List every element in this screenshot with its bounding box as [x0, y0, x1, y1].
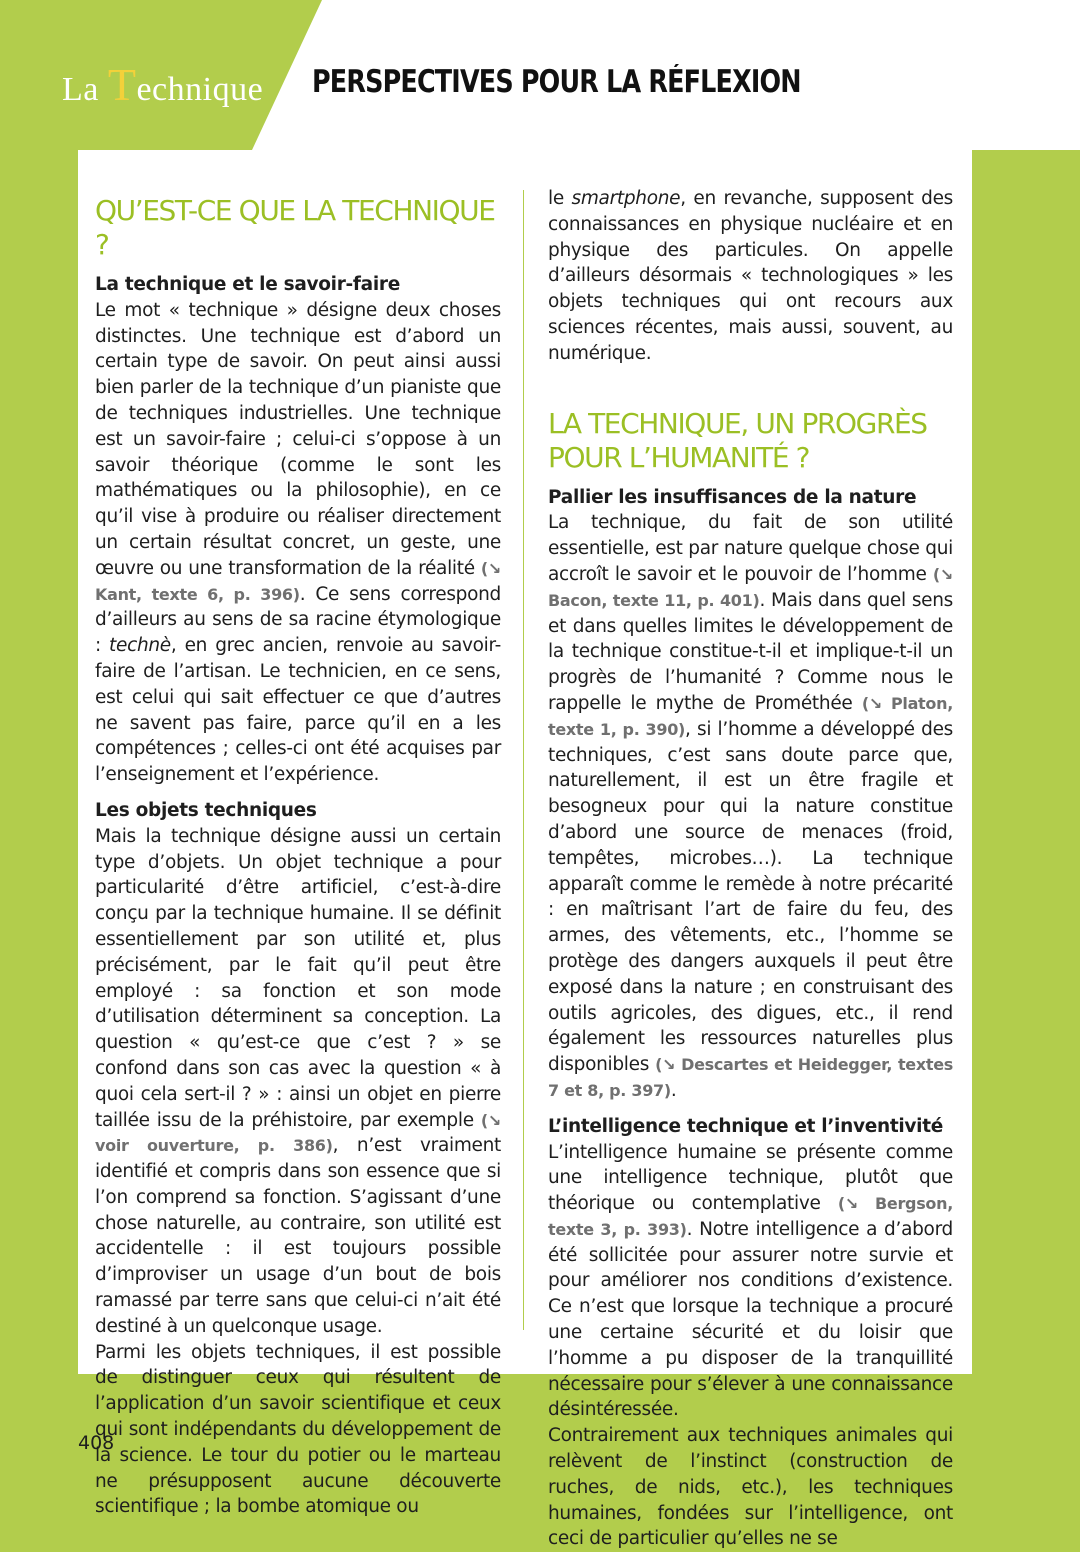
paragraph-animal-techniques: Contrairement aux techniques animales qui relèvent de l’instinct (construction de ruches, de nids, etc.), les techniques humaines, fondées sur l’intelligence, ont ceci de particulier qu’elles ne se	[548, 1425, 953, 1550]
ref-bacon[interactable]: (↘ Bacon, texte 11, p. 401)	[548, 564, 953, 610]
right-column	[548, 150, 954, 1550]
ref-descartes-heidegger[interactable]: (↘ Descartes et Heidegger, textes 7 et 8, p. 397)	[548, 1055, 953, 1100]
heading-what-is-technique: QU’EST-CE QUE LA TECHNIQUE ?	[95, 194, 495, 261]
ref-kant[interactable]: (↘ Kant, texte 6, p. 396)	[95, 558, 501, 604]
paragraph-intelligence: L’intelligence humaine se présente comme une intelligence technique, plutôt que théorique ou contemplative (↘ Bergson, texte 3, p. 393). Notre intelligence a d’abord été sollicitée pour assurer notre survie et pour améliorer nos conditions d’existence. Ce n’est que lorsque la technique a procuré une certaine sécurité et du loisir que l’homme a pu disposer de la tranquillité nécessaire pour s’élever à une connaissance désintéressée.	[548, 1141, 954, 1421]
margin-notch	[972, 952, 1080, 1374]
subheading-intelligence: L’intelligence technique et l’inventivité	[548, 1115, 944, 1137]
book-brand: La Technique	[62, 59, 264, 110]
ref-bergson[interactable]: (↘ Bergson, texte 3, p. 393)	[548, 1194, 953, 1239]
paragraph-continuation: le smartphone, en revanche, supposent des connaissances en physique nucléaire et en physique des particules. On appelle d’ailleurs désormais « technologiques » les objets techniques qui ont recours aux sciences récentes, mais aussi, souvent, au numérique.	[548, 188, 953, 364]
paragraph-nature: La technique, du fait de son utilité essentielle, est par nature quelque chose qui accroît le savoir et le pouvoir de l’homme (↘ Bacon, texte 11, p. 401). Mais dans quel sens et dans quelles limites le développement de la technique constitue-t-il et implique-t-il un progrès de l’humanité ? Comme nous le rappelle le mythe de Prométhée (↘ Platon, texte 1, p. 390), si l’homme a développé des techniques, c’est sans doute parce que, naturellement, il est un être fragile et besogneux pour qui la nature constitue d’abord une source de menaces (froid, tempêtes, microbes…). La technique apparaît comme le remède à notre précarité : en maîtrisant l’art de faire du feu, des armes, des vêtements, etc., l’homme se protège des dangers auxquels il peut être exposé dans la nature ; en construisant des outils agricoles, des digues, etc., il rend également les ressources naturelles plus disponibles (↘ Descartes et Heidegger, textes 7 et 8, p. 397).	[548, 512, 953, 1101]
section-title: PERSPECTIVES POUR LA RÉFLEXION	[312, 64, 801, 100]
paragraph-sciences: Parmi les objets techniques, il est possible de distinguer ceux qui résultent de l’application d’un savoir scientifique et ceux qui sont indépendants du développement de la science. Le tour du potier ou le marteau ne présupposent aucune découverte scientifique ; la bombe atomique ou	[95, 1341, 501, 1518]
paragraph-objets: Mais la technique désigne aussi un certain type d’objets. Un objet technique a pour particularité d’être artificiel, c’est-à-dire conçu par la technique humaine. Il se définit essentiellement par son utilité et, plus précisément, par le fait qu’il peut être employé : sa fonction et son mode d’utilisation déterminent sa conception. La question « qu’est-ce que c’est ? » se confond dans son cas avec la question « à quoi cela sert-il ? » : ainsi un objet en pierre taillée issu de la préhistoire, par exemple (↘ voir ouverture, p. 386), n’est vraiment identifié et compris dans son essence que si l’on comprend sa fonction. S’agissant d’une chose naturelle, au contraire, son utilité est accidentelle : il est toujours possible d’improviser un usage d’un bout de bois ramassé par terre sans que celui-ci n’ait été destiné à un quelconque usage.	[95, 825, 501, 1337]
ref-ouverture[interactable]: (↘ voir ouverture, p. 386)	[95, 1110, 501, 1156]
column-divider	[523, 190, 524, 1330]
brand-initial: T	[107, 59, 137, 110]
paragraph-savoir-faire: Le mot « technique » désigne deux choses distinctes. Une technique est d’abord un certain type de savoir. On peut ainsi aussi bien parler de la technique d’un pianiste que de techniques industrielles. Une technique est un savoir-faire ; celui-ci s’oppose à un savoir théorique (comme le sont les mathématiques ou la philosophie), en ce qu’il vise à produire ou réaliser directement un certain résultat concret, un geste, une œuvre ou une transformation de la réalité (↘ Kant, texte 6, p. 396). Ce sens correspond d’ailleurs au sens de sa racine étymologique : technè, en grec ancien, renvoie au savoir-faire de l’artisan. Le technicien, en ce sens, est celui qui sait effectuer ce que d’autres ne savent pas faire, parce qu’il en a les compétences ; celles-ci ont été acquises par l’enseignement et l’expérience.	[95, 299, 502, 786]
subheading-objets: Les objets techniques	[95, 799, 317, 821]
subheading-nature: Pallier les insuffisances de la nature	[548, 486, 917, 508]
ref-platon[interactable]: (↘ Platon, texte 1, p. 390)	[548, 693, 953, 739]
page-number: 408	[78, 1432, 115, 1454]
heading-progress: LA TECHNIQUE, UN PROGRÈS POUR L’HUMANITÉ ?	[548, 406, 927, 474]
subheading-savoir-faire: La technique et le savoir-faire	[95, 274, 400, 295]
